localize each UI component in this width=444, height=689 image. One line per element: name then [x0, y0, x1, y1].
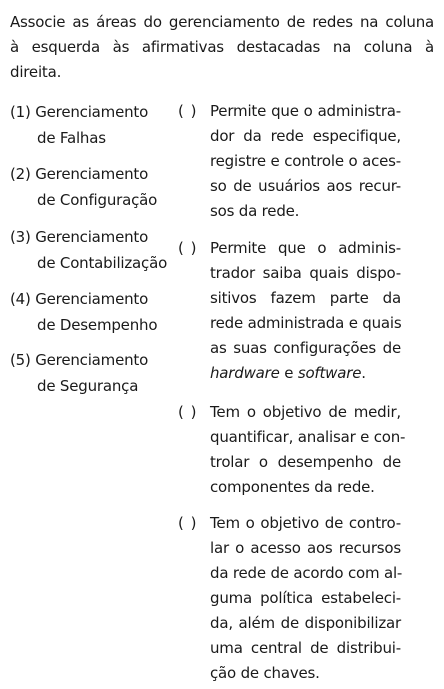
area-label-line1: Gerenciamento: [35, 228, 149, 246]
answer-blank[interactable]: ( ): [178, 239, 198, 257]
answer-blank[interactable]: ( ): [178, 403, 198, 421]
area-item-3: [10, 224, 180, 276]
punctuation: .: [361, 364, 366, 382]
italic-term: hardware: [210, 364, 280, 382]
statement-line: Tem o objetivo de contro-: [210, 514, 401, 532]
area-label-line2: de Configuração: [37, 191, 158, 209]
statement-line: guma política estabeleci-: [210, 589, 401, 607]
area-item-2: [10, 161, 180, 213]
statement-line: ção de chaves.: [210, 664, 320, 682]
connector-text: e: [279, 364, 298, 382]
statement-line: sitivos fazem parte da: [210, 289, 401, 307]
area-number: (4): [10, 290, 31, 308]
statement-text: [210, 99, 401, 224]
statement-line: rede administrada e quais: [210, 314, 402, 332]
statement-line: so de usuários aos recur-: [210, 177, 401, 195]
statement-line: lar o acesso aos recursos: [210, 539, 401, 557]
area-item-5: [10, 347, 180, 399]
area-item-4: [10, 286, 180, 338]
statement-line: da, além de disponibilizar: [210, 614, 401, 632]
area-number: (1): [10, 103, 31, 121]
statement-line: Permite que o administra-: [210, 102, 401, 120]
statement-line: componentes da rede.: [210, 478, 375, 496]
instruction-line: à esquerda às afirmativas destacadas na coluna à: [10, 38, 434, 56]
area-label-line2: de Segurança: [37, 377, 139, 395]
area-label-line1: Gerenciamento: [35, 103, 149, 121]
statement-line: dor da rede especifique,: [210, 127, 401, 145]
instruction-line: Associe as áreas do gerenciamento de redes na coluna: [10, 13, 434, 31]
italic-term: software: [297, 364, 362, 382]
answer-blank[interactable]: ( ): [178, 102, 198, 120]
statement-text: [210, 236, 401, 386]
statement-line: sos da rede.: [210, 202, 300, 220]
statement-line: uma central de distribui-: [210, 639, 401, 657]
statement-text: [210, 511, 401, 686]
statement-line: registre e controle o aces-: [210, 152, 401, 170]
statement-line: trolar o desempenho de: [210, 453, 401, 471]
area-number: (2): [10, 165, 31, 183]
area-number: (3): [10, 228, 31, 246]
statement-line: trador saiba quais dispo-: [210, 264, 401, 282]
area-number: (5): [10, 351, 31, 369]
area-label-line2: de Falhas: [37, 129, 106, 147]
statement-line: as suas configurações de: [210, 339, 401, 357]
statement-line: da rede de acordo com al-: [210, 564, 403, 582]
statement-line: quantificar, analisar e con-: [210, 428, 406, 446]
answer-blank[interactable]: ( ): [178, 514, 198, 532]
area-label-line1: Gerenciamento: [35, 351, 149, 369]
area-label-line2: de Contabilização: [37, 254, 168, 272]
statement-line: Permite que o adminis-: [210, 239, 401, 257]
instruction-line: direita.: [10, 63, 62, 81]
statement-line: [210, 361, 401, 386]
question-instructions: [10, 10, 434, 85]
statement-text: [210, 400, 406, 500]
area-label-line1: Gerenciamento: [35, 165, 149, 183]
area-item-1: [10, 99, 180, 151]
area-label-line2: de Desempenho: [37, 316, 158, 334]
area-label-line1: Gerenciamento: [35, 290, 149, 308]
statement-line: Tem o objetivo de medir,: [210, 403, 401, 421]
